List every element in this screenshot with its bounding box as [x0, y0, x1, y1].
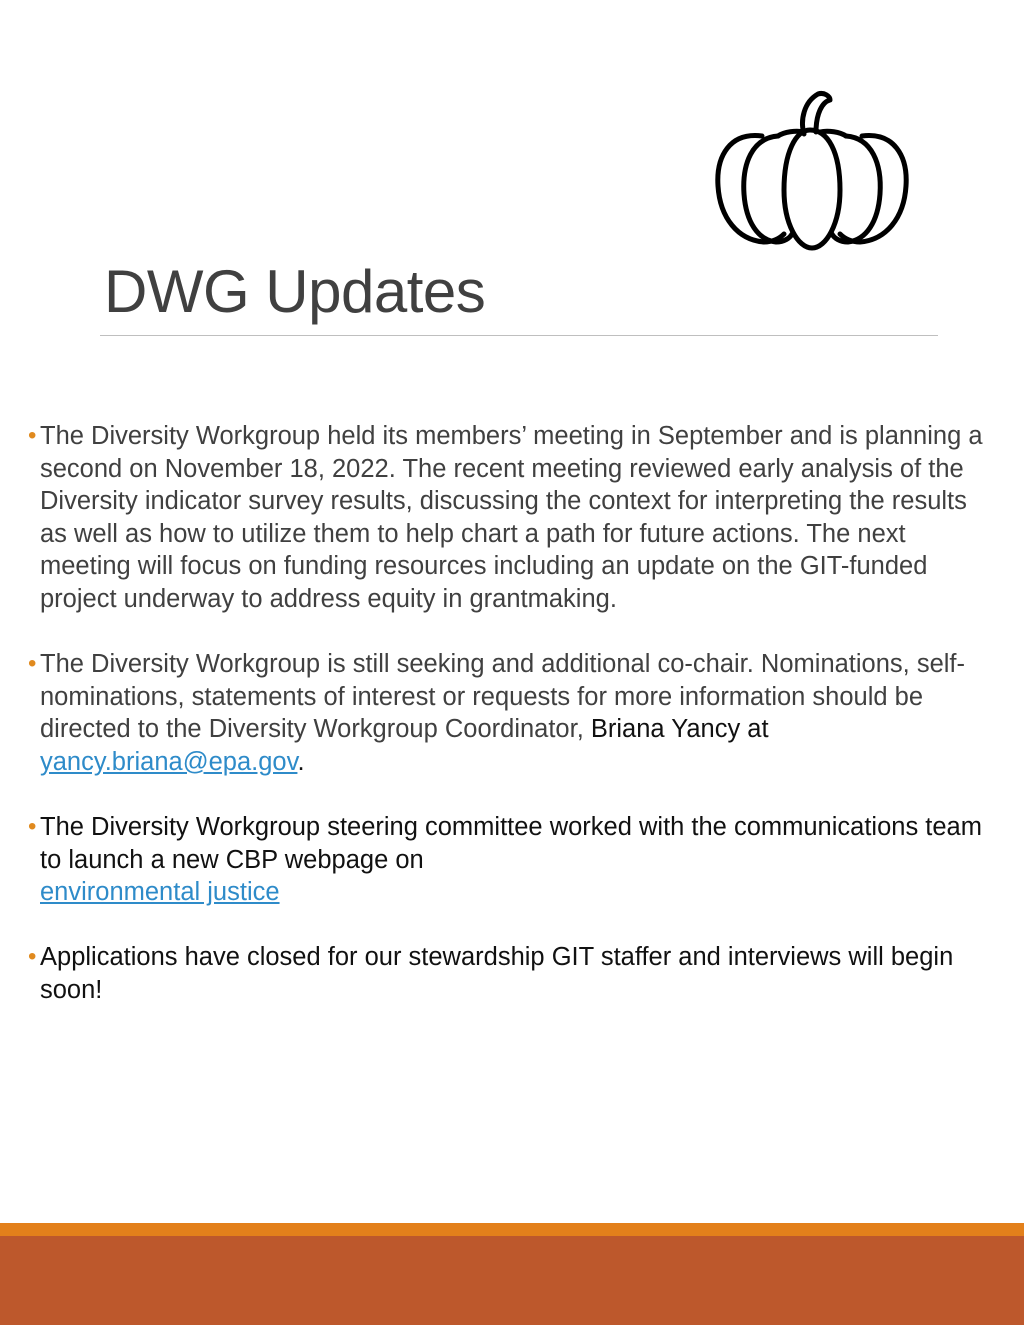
bullet-item-webpage: [28, 811, 998, 909]
bullet-text: The Diversity Workgroup is still seeking and additional co-chair. Nominations, self-nominations, statements of interest or requests for more information should be directed to the Diversity Workgroup Coordinator,: [40, 650, 966, 744]
pumpkin-icon: [712, 90, 912, 254]
environmental-justice-link[interactable]: environmental justice: [40, 878, 280, 907]
email-link[interactable]: yancy.briana@epa.gov: [40, 747, 298, 776]
title-divider: [100, 335, 938, 336]
bullet-text: The Diversity Workgroup steering committee worked with the communications team to launch a new CBP webpage on: [40, 812, 982, 874]
coordinator-name: Briana Yancy at: [590, 715, 769, 744]
bullet-text-end: .: [297, 747, 305, 776]
bullet-dot-icon: •: [28, 812, 37, 840]
bullet-list: [28, 420, 998, 1039]
footer-band: [0, 1236, 1024, 1325]
bullet-item-cochair: [28, 648, 998, 778]
slide-title: DWG Updates: [104, 258, 486, 325]
bullet-dot-icon: •: [28, 422, 37, 449]
bullet-text: Applications have closed for our stewardship GIT staffer and interviews will begin soon!: [40, 943, 954, 1004]
bullet-dot-icon: •: [28, 650, 37, 678]
bullet-dot-icon: •: [28, 943, 37, 971]
bullet-item-meeting: [28, 420, 998, 616]
footer-stripe: [0, 1223, 1024, 1236]
bullet-item-staffer: [28, 941, 998, 1006]
bullet-text: The Diversity Workgroup held its members’ meeting in September and is planning a second on November 18, 2022. The recent meeting reviewed early analysis of the Diversity indicator survey results, discussing the context for interpreting the results as well as how to utilize them to help chart a path for future actions. The next meeting will focus on funding resources including an update on the GIT-funded project underway to address equity in grantmaking.: [40, 422, 983, 613]
